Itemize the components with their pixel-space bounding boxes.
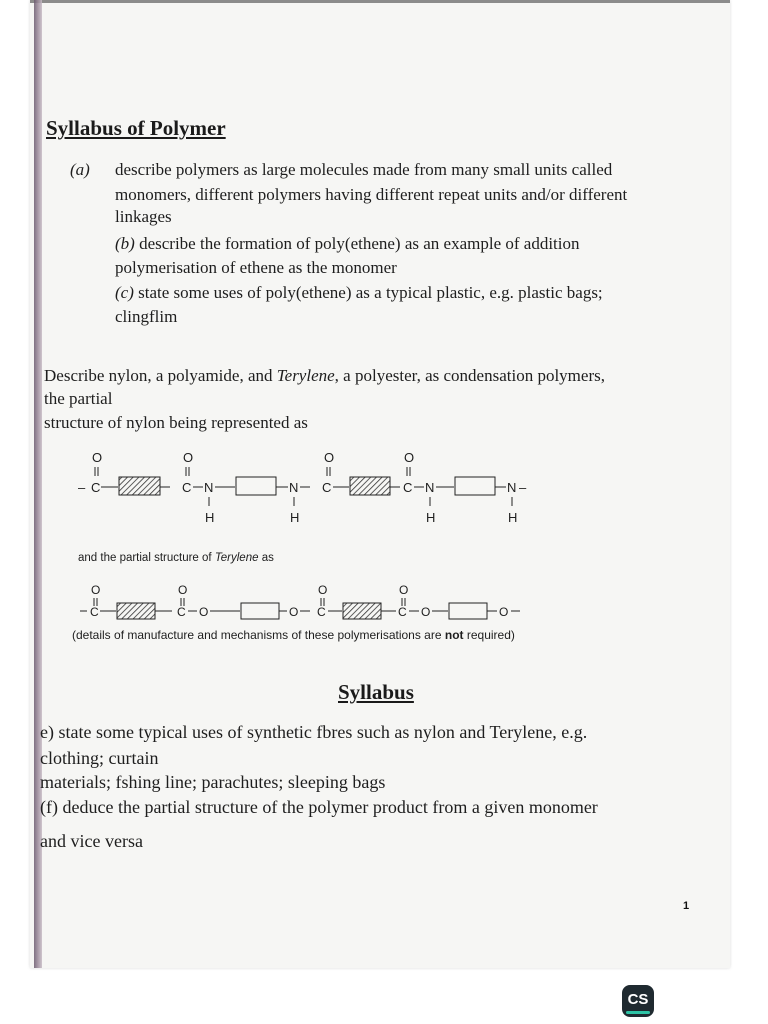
item-c-line-1 xyxy=(115,281,603,305)
section2-line-3: materials; fshing line; parachutes; sleeping bags xyxy=(40,772,386,792)
nylon-c-1: C xyxy=(91,480,101,495)
describe-terylene: Terylene xyxy=(276,366,335,385)
section-heading-syllabus: Syllabus xyxy=(338,680,414,704)
item-a-line-1: describe polymers as large molecules made from many small units called xyxy=(115,160,613,179)
terylene-caption-after: as xyxy=(258,552,274,564)
nylon-plain-box-2 xyxy=(455,477,495,495)
terylene-hatched-box-2 xyxy=(343,603,381,619)
terylene-o-6: O xyxy=(399,583,409,597)
terylene-o-8: O xyxy=(499,605,509,619)
camscanner-logo-icon: CS xyxy=(622,985,654,1017)
terylene-o-4: O xyxy=(289,605,299,619)
terylene-c-3: C xyxy=(317,605,326,619)
terylene-o-2: O xyxy=(178,583,188,597)
terylene-caption xyxy=(78,552,274,564)
item-c-text-1: state some uses of poly(ethene) as a typical plastic, e.g. plastic bags; xyxy=(138,283,603,302)
nylon-h-3: H xyxy=(426,510,436,525)
note-after: required) xyxy=(463,628,515,642)
item-c-label: (c) xyxy=(115,283,134,302)
nylon-hatched-box-2 xyxy=(350,477,390,495)
nylon-n-3: N xyxy=(425,480,435,495)
manufacture-note xyxy=(72,628,515,642)
item-a-line-3: linkages xyxy=(115,207,172,226)
section2-line-1: e) state some typical uses of synthetic fbres such as nylon and Terylene, e.g. xyxy=(40,722,588,742)
terylene-structure-diagram xyxy=(0,576,768,626)
nylon-o-4: O xyxy=(404,450,415,465)
item-b-label: (b) xyxy=(115,234,135,253)
nylon-o-3: O xyxy=(324,450,335,465)
item-a-line-2: monomers, different polymers having different repeat units and/or different xyxy=(115,185,628,204)
terylene-caption-italic: Terylene xyxy=(214,552,259,564)
terylene-o-3: O xyxy=(199,605,209,619)
describe-text-b: , a polyester, as condensation polymers, xyxy=(334,366,605,385)
nylon-n-4: N xyxy=(507,480,517,495)
nylon-plain-box-1 xyxy=(236,477,276,495)
nylon-h-1: H xyxy=(205,510,215,525)
terylene-c-2: C xyxy=(177,605,186,619)
nylon-h-4: H xyxy=(508,510,518,525)
nylon-dash-1: – xyxy=(78,480,86,495)
item-b-line-2: polymerisation of ethene as the monomer xyxy=(115,258,397,277)
describe-line-2: the partial xyxy=(44,389,113,408)
nylon-c-3: C xyxy=(322,480,332,495)
item-c-line-2: clingflim xyxy=(115,307,178,326)
describe-line-1 xyxy=(44,364,605,388)
terylene-hatched-box-1 xyxy=(117,603,155,619)
nylon-h-2: H xyxy=(290,510,300,525)
nylon-hatched-box-1 xyxy=(119,477,160,495)
nylon-n-1: N xyxy=(204,480,214,495)
nylon-c-4: C xyxy=(403,480,413,495)
item-b-text-1: describe the formation of poly(ethene) as an example of addition xyxy=(139,234,580,253)
terylene-caption-text: and the partial structure of xyxy=(78,552,215,564)
item-b-line-1 xyxy=(115,232,580,256)
terylene-c-4: C xyxy=(398,605,407,619)
terylene-plain-box-1 xyxy=(241,603,279,619)
section2-line-4: (f) deduce the partial structure of the polymer product from a given monomer xyxy=(40,797,598,817)
terylene-plain-box-2 xyxy=(449,603,487,619)
section-heading-polymer: Syllabus of Polymer xyxy=(46,116,226,140)
nylon-structure-diagram xyxy=(0,440,768,530)
nylon-n-2: N xyxy=(289,480,299,495)
note-bold: not xyxy=(444,628,464,642)
terylene-c-1: C xyxy=(90,605,99,619)
nylon-dash-end: – xyxy=(519,480,527,495)
note-text: (details of manufacture and mechanisms of these polymerisations are xyxy=(72,628,445,642)
nylon-o-2: O xyxy=(183,450,194,465)
terylene-o-5: O xyxy=(318,583,328,597)
describe-text-a: Describe nylon, a polyamide, and xyxy=(44,366,277,385)
terylene-o-1: O xyxy=(91,583,101,597)
nylon-c-2: C xyxy=(182,480,192,495)
terylene-o-7: O xyxy=(421,605,431,619)
page-number: 1 xyxy=(683,900,690,912)
describe-line-3: structure of nylon being represented as xyxy=(44,413,308,432)
section2-line-5: and vice versa xyxy=(40,831,143,851)
page-top-edge xyxy=(30,0,730,3)
section2-line-2: clothing; curtain xyxy=(40,748,159,768)
nylon-o-1: O xyxy=(92,450,103,465)
item-a-label: (a) xyxy=(70,160,90,179)
